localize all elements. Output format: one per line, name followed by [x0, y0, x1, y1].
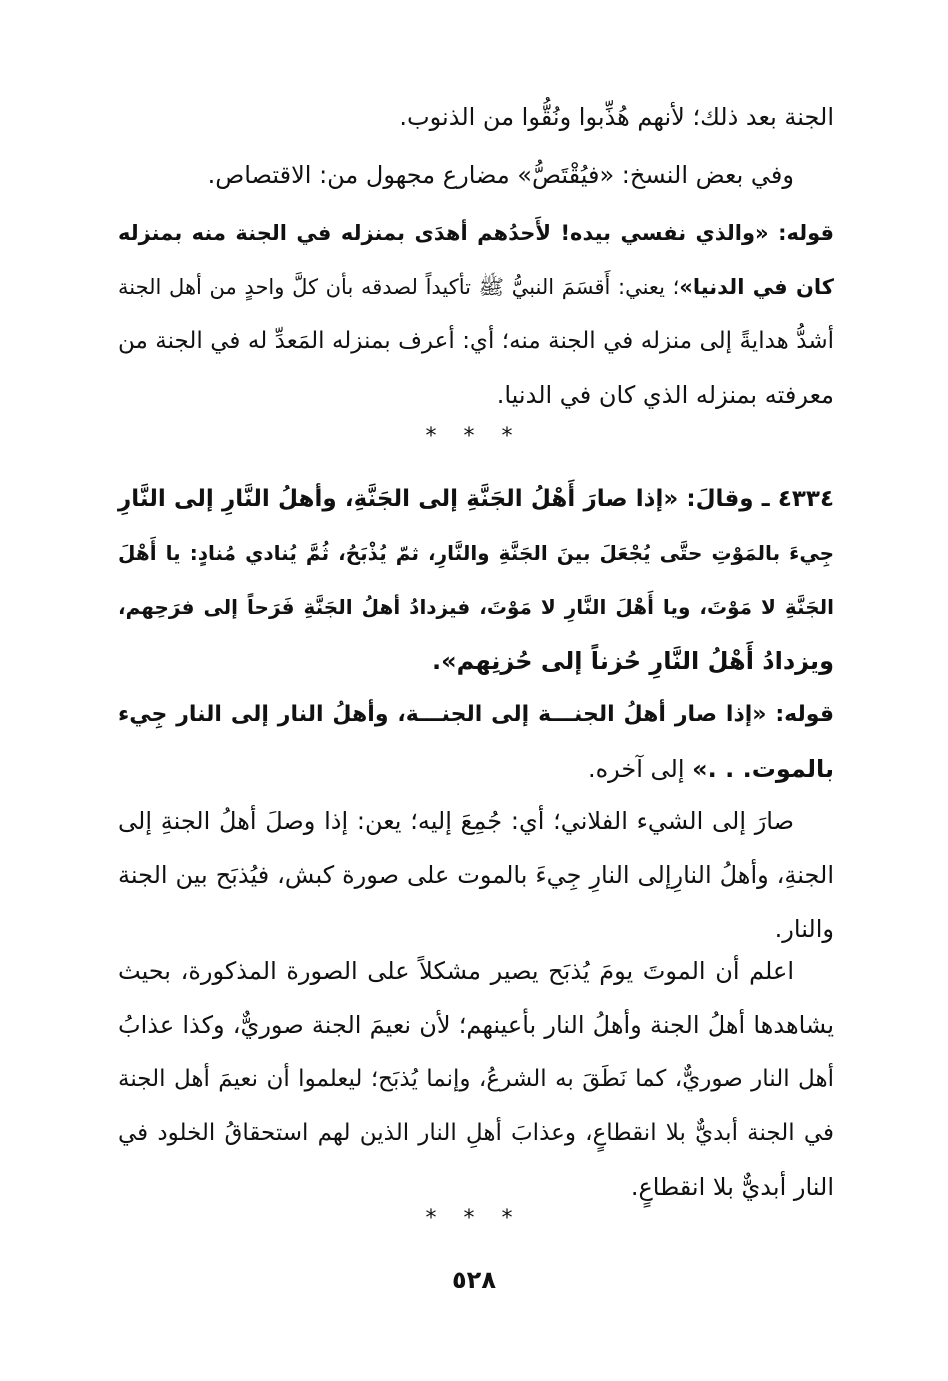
hadith-line: ويزدادُ أَهْلُ النَّارِ حُزناً إلى حُزنِهم».: [432, 647, 834, 675]
text-line: النار أبديٌّ بلا انقطاعٍ.: [630, 1173, 834, 1201]
text-line: اعلم أن الموتَ يومَ يُذبَح يصير مشكلاً على الصورة المذكورة، بحيث: [118, 957, 794, 985]
text-line: [118, 742, 834, 796]
text-line: أهل النار صوريٌّ، كما نَطَقَ به الشرعُ، وإنما يُذبَح؛ ليعلموا أن نعيمَ أهل الجنة: [118, 1066, 834, 1092]
text-line: في الجنة أبديٌّ بلا انقطاعٍ، وعذابَ أهلِ النار الذين لهم استحقاقُ الخلود في: [118, 1120, 834, 1146]
commentary-heading-line: قوله: «إذا صار أهلُ الجنـــة إلى الجنـــة، وأهلُ النار إلى النار جِيء: [118, 702, 834, 727]
paragraph-6: [118, 944, 834, 1214]
commentary-heading-line: كان في الدنيا»: [679, 275, 835, 299]
paragraph-1: [118, 90, 834, 144]
hadith-line: ٤٣٣٤ ـ وقالَ: «إذا صارَ أَهْلُ الجَنَّةِ إلى الجَنَّةِ، وأهلُ النَّارِ إلى النَّارِ: [118, 486, 834, 512]
text-line: صارَ إلى الشيء الفلاني؛ أي: جُمِعَ إليه؛ يعن: إذا وصلَ أهلُ الجنةِ إلى: [118, 807, 794, 835]
paragraph-3: [118, 206, 834, 422]
text-line: يشاهدها أهلُ الجنة وأهلُ النار بأعينهم؛ لأن نعيمَ الجنة صوريٌّ، وكذا عذابُ: [118, 1011, 834, 1039]
hadith-line: جِيءَ بالمَوْتِ حتَّى يُجْعَلَ بينَ الجَنَّةِ والنَّارِ، ثمّ يُذْبَحُ، ثُمَّ يُنادي مُنادٍ: يا أَهْلَ: [118, 541, 834, 565]
paragraph-4: [118, 688, 834, 796]
page-number: ٥٢٨: [452, 1266, 496, 1294]
paragraph-5: [118, 794, 834, 956]
text-fragment: ؛ يعني: أَقسَمَ النبيُّ ﷺ تأكيداً لصدقه بأن كلَّ واحدٍ من أهل الجنة: [118, 275, 680, 299]
text-line: وفي بعض النسخ: «فيُقْتَصُّ» مضارع مجهول من: الاقتصاص.: [207, 161, 794, 189]
text-fragment: إلى آخره.: [587, 755, 693, 783]
paragraph-2: [118, 148, 834, 202]
text-line: الجنةِ، وأهلُ النارِإلى النارِ جِيءَ بالموت على صورة كبش، فيُذبَح بين الجنة: [118, 861, 834, 889]
text-line: الجنة بعد ذلك؛ لأنهم هُذِّبوا ونُقُّوا من الذنوب.: [399, 103, 834, 131]
text-line: والنار.: [774, 915, 834, 943]
section-divider: * * *: [425, 1206, 523, 1231]
hadith-text: [118, 472, 834, 688]
text-line: [118, 260, 834, 314]
commentary-heading-line: بالموت. . .»: [692, 755, 834, 783]
text-line: أشدُّ هدايةً إلى منزله في الجنة منه؛ أي: أعرف بمنزله المَعدِّ له في الجنة من: [118, 328, 834, 354]
text-line: معرفته بمنزله الذي كان في الدنيا.: [496, 381, 834, 409]
hadith-line: الجَنَّةِ لا مَوْتَ، ويا أَهْلَ النَّارِ لا مَوْتَ، فيزدادُ أهلُ الجَنَّةِ فَرَحاً إلى فرَحِهم،: [118, 595, 834, 619]
commentary-heading-line: قوله: «والذي نفسي بيده! لأَحدُهم أهدَى بمنزله في الجنة منه بمنزله: [118, 221, 834, 245]
section-divider: * * *: [425, 424, 523, 449]
